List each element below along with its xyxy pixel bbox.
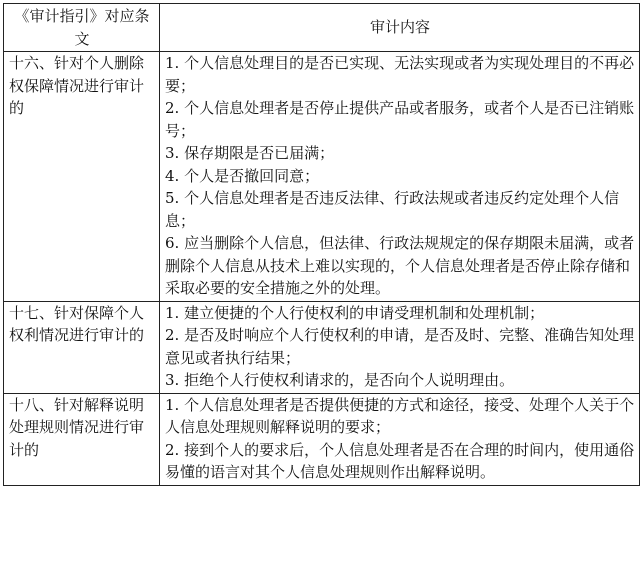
content-item: 3. 保存期限是否已届满； [165, 144, 335, 162]
table-header-row [4, 4, 640, 52]
header-article: 《审计指引》对应条文 [4, 4, 160, 52]
content-item: 2. 接到个人的要求后，个人信息处理者是否在合理的时间内，使用通俗易懂的语言对其个人信息处理规则作出解释说明。 [165, 440, 635, 481]
content-cell [160, 301, 640, 393]
header-content: 审计内容 [160, 4, 640, 52]
table-row [4, 52, 640, 302]
section-cell [4, 52, 160, 302]
section-title: 十七、针对保障个人权利情况进行审计的 [9, 303, 145, 344]
audit-table [3, 3, 640, 486]
content-item: 6. 应当删除个人信息，但法律、行政法规规定的保存期限未届满，或者删除个人信息从技术上难以实现的，个人信息处理者是否停止除存储和采取必要的安全措施之外的处理。 [165, 234, 635, 297]
table-row [4, 301, 640, 393]
content-item: 2. 个人信息处理者是否停止提供产品或者服务，或者个人是否已注销账号； [165, 99, 635, 140]
content-item: 1. 建立便捷的个人行使权利的申请受理机制和处理机制； [165, 303, 545, 322]
section-title: 十六、针对个人删除权保障情况进行审计的 [9, 54, 145, 117]
content-item: 5. 个人信息处理者是否违反法律、行政法规或者违反约定处理个人信息； [165, 189, 620, 230]
table-row [4, 393, 640, 485]
section-title: 十八、针对解释说明处理规则情况进行审计的 [9, 395, 145, 459]
content-item: 4. 个人是否撤回同意； [165, 166, 320, 185]
content-item: 3. 拒绝个人行使权利请求的，是否向个人说明理由。 [165, 371, 515, 389]
content-cell [160, 52, 640, 302]
section-cell [4, 301, 160, 393]
content-item: 1. 个人信息处理目的是否已实现、无法实现或者为实现处理目的不再必要； [165, 54, 635, 95]
content-item: 2. 是否及时响应个人行使权利的申请，是否及时、完整、准确告知处理意见或者执行结果； [165, 326, 635, 367]
section-cell [4, 393, 160, 485]
content-cell [160, 393, 640, 485]
content-item: 1. 个人信息处理者是否提供便捷的方式和途径，接受、处理个人关于个人信息处理规则解释说明的要求； [165, 395, 635, 436]
